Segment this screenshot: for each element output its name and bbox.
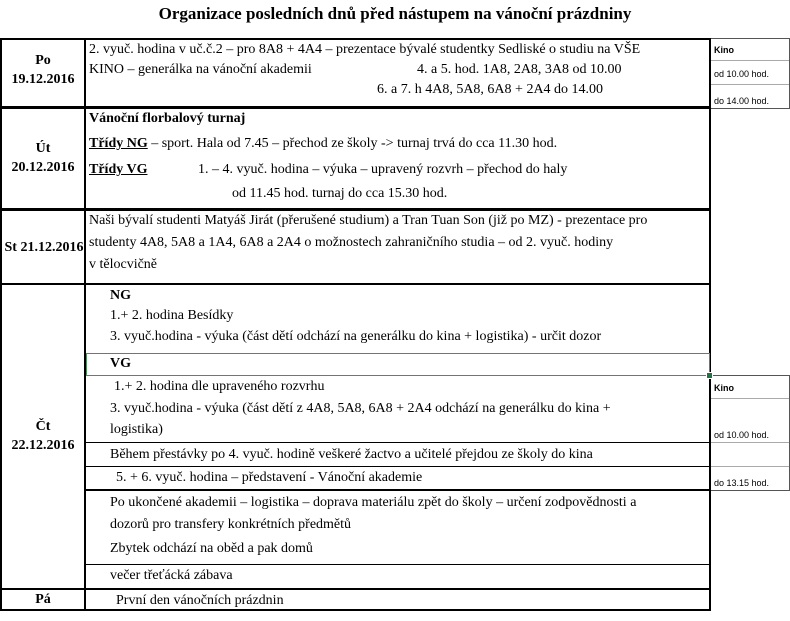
po-line-2-left: KINO – generálka na vánoční akademii — [89, 62, 312, 77]
pa-day: Pá — [35, 592, 51, 607]
ut-vg-text-2: od 11.45 hod. turnaj do cca 15.30 hod. — [232, 186, 448, 201]
ct-day: Čt — [35, 419, 51, 434]
po-side-title: Kino — [714, 45, 734, 55]
ct-after-2: dozorů pro transfery konkrétních předmětů — [110, 517, 352, 532]
st-line-3: v tělocvičně — [89, 257, 158, 272]
ct-ng-1: 1.+ 2. hodina Besídky — [110, 308, 234, 323]
po-side-from: od 10.00 hod. — [714, 69, 770, 79]
ct-ng-label: NG — [110, 288, 131, 303]
ct-vg-label: VG — [110, 356, 131, 371]
ct-vg-1: 1.+ 2. hodina dle upraveného rozvrhu — [114, 379, 325, 394]
ct-date: 22.12.2016 — [11, 438, 75, 453]
ct-party: večer třeťácká zábava — [110, 568, 233, 583]
ut-vg-label: Třídy VG — [89, 162, 148, 177]
ut-ng-line — [89, 134, 557, 152]
ut-day: Út — [35, 141, 51, 156]
pa-text: První den vánočních prázdnin — [116, 593, 284, 608]
ct-ng-2: 3. vyuč.hodina - výuka (část dětí odchází na generálku do kina + logistika) - určit dozor — [110, 329, 602, 344]
po-date: 19.12.2016 — [11, 72, 75, 87]
ct-side-title: Kino — [714, 383, 734, 393]
selected-cell[interactable] — [86, 353, 710, 376]
ut-vg-text: 1. – 4. vyuč. hodina – výuka – upravený rozvrh – přechod do haly — [198, 162, 568, 177]
ct-show: 5. + 6. vyuč. hodina – představení - Vánoční akademie — [116, 470, 423, 485]
ut-ng-label: Třídy NG — [89, 136, 148, 151]
fill-handle[interactable] — [706, 372, 713, 379]
ut-date: 20.12.2016 — [11, 160, 75, 175]
ct-break: Během přestávky po 4. vyuč. hodině veškeré žactvo a učitelé přejdou ze školy do kina — [110, 447, 593, 462]
ut-heading: Vánoční florbalový turnaj — [89, 111, 246, 126]
st-date: St 21.12.2016 — [4, 240, 84, 255]
ct-after-1: Po ukončené akademii – logistika – doprava materiálu zpět do školy – určení zodpovědnosti a — [110, 495, 637, 510]
ct-vg-2a: 3. vyuč.hodina - výuka (část dětí z 4A8, 5A8, 6A8 + 2A4 odchází na generálku do kina + — [110, 401, 611, 416]
st-line-1: Naši bývalí studenti Matyáš Jirát (přerušené studium) a Tran Tuan Son (již po MZ) - prezentace pro — [89, 213, 648, 228]
po-line-3: 6. a 7. h 4A8, 5A8, 6A8 + 2A4 do 14.00 — [377, 82, 604, 97]
ct-vg-2b: logistika) — [110, 422, 163, 437]
ct-side-to: do 13.15 hod. — [714, 478, 770, 488]
ct-lunch: Zbytek odchází na oběd a pak domů — [110, 541, 313, 556]
st-line-2: studenty 4A8, 5A8 a 1A4, 6A8 a 2A4 o možnostech zahraničního studia – od 2. vyuč. hodiny — [89, 235, 614, 250]
ut-ng-text: – sport. Hala od 7.45 – přechod ze školy -> turnaj trvá do cca 11.30 hod. — [147, 136, 558, 151]
ct-side-from: od 10.00 hod. — [714, 430, 770, 440]
po-line-1: 2. vyuč. hodina v uč.č.2 – pro 8A8 + 4A4 – prezentace bývalé studentky Sedliské o studiu na VŠE — [89, 42, 641, 57]
page-title: Organizace posledních dnů před nástupem na vánoční prázdniny — [158, 4, 632, 23]
po-day: Po — [35, 53, 51, 68]
po-line-2-right: 4. a 5. hod. 1A8, 2A8, 3A8 od 10.00 — [417, 62, 622, 77]
po-side-to: do 14.00 hod. — [714, 96, 770, 106]
